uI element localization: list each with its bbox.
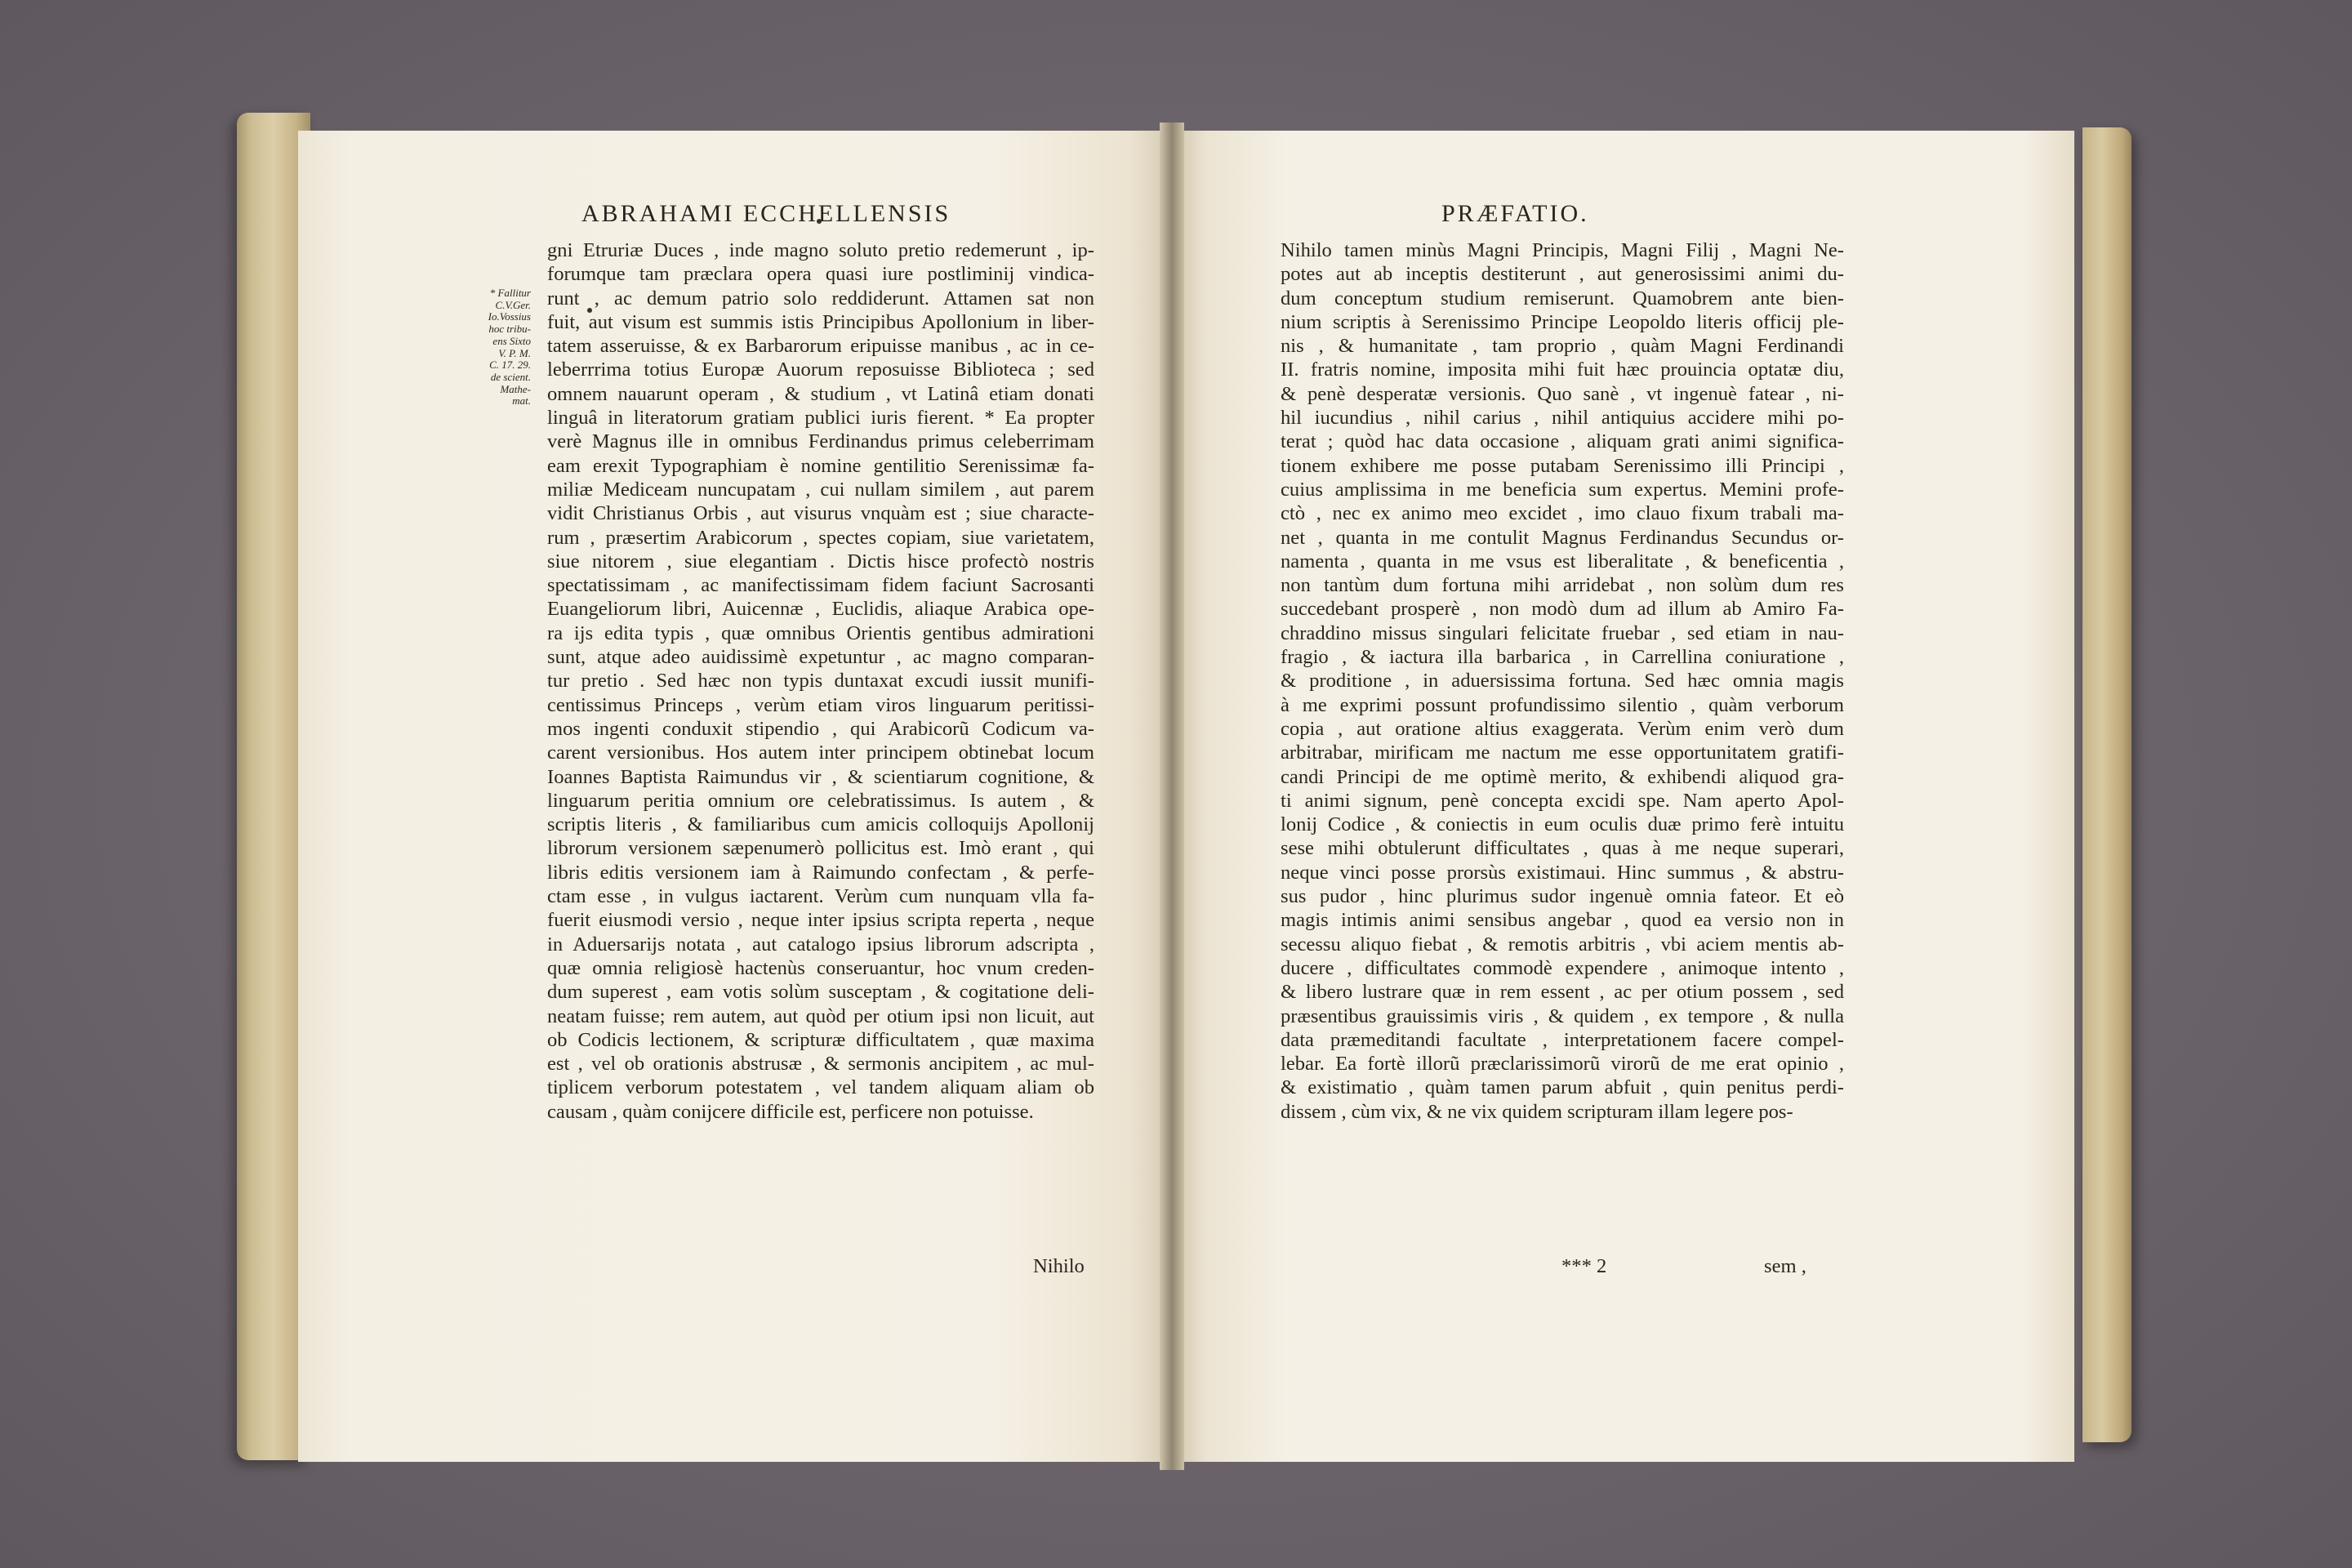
text-line: scriptis literis , & familiaribus cum amicis colloquijs Apollonij xyxy=(547,813,1094,836)
text-line: & libero lustrare quæ in rem essent , ac per otium possem , sed xyxy=(1281,981,1844,1004)
text-line: miliæ Mediceam nuncupatam , cui nullam similem , aut parem xyxy=(547,478,1094,501)
text-line: Ioannes Baptista Raimundus vir , & scientiarum cognitione, & xyxy=(547,765,1094,788)
text-line: terat ; quòd hac data occasione , aliquam grati animi significa- xyxy=(1281,430,1844,453)
text-line: est , vel ob orationis abstrusæ , & sermonis ancipitem , ac mul- xyxy=(547,1053,1094,1076)
marginal-note xyxy=(472,287,531,408)
text-line: sese mihi obtulerunt difficultates , quas à me neque superari, xyxy=(1281,837,1844,860)
book-gutter xyxy=(1160,122,1184,1470)
text-line: tiplicem verborum potestatem , vel tandem aliquam aliam ob xyxy=(547,1076,1094,1099)
text-line: librorum versionem sæpenumerò pollicitus est. Imò erant , qui xyxy=(547,837,1094,860)
text-line: succedebant prosperè , non modò dum ad illum ab Amiro Fa- xyxy=(1281,598,1844,621)
text-line: fragio , & iactura illa barbarica , in Carrellina coniuratione , xyxy=(1281,646,1844,669)
text-line: copia , aut oratione altius exaggerata. Verùm enim verò dum xyxy=(1281,717,1844,740)
text-line: nium scriptis à Serenissimo Principe Leopoldo literis officij ple- xyxy=(1281,310,1844,333)
text-line: carent versionibus. Hos autem inter principem obtinebat locum xyxy=(547,742,1094,764)
text-line: ducere , difficultates commodè expendere , animoque intento , xyxy=(1281,956,1844,979)
text-line: nis , & humanitate , tam proprio , quàm Magni Ferdinandi xyxy=(1281,335,1844,358)
text-line: namenta , quanta in me vsus est liberalitate , & beneficentia , xyxy=(1281,550,1844,572)
text-line: ra ijs edita typis , quæ omnibus Orientis gentibus admirationi xyxy=(547,621,1094,644)
text-line: centissimus Princeps , verùm etiam viros linguarum peritissi- xyxy=(547,693,1094,716)
marginal-note-line: Mathe- xyxy=(500,382,531,395)
text-line: data præmeditandi facultate , interpretationem facere compel- xyxy=(1281,1028,1844,1051)
left-catchword: Nihilo xyxy=(1033,1255,1085,1277)
marginal-note-line: mat. xyxy=(512,394,531,408)
marginal-note-line: de scient. xyxy=(490,370,531,383)
text-line: tionem exhibere me posse putabam Serenissimo illi Principi , xyxy=(1281,454,1844,477)
marginal-note-line: C. 17. 29. xyxy=(489,359,531,372)
text-line: ctam esse , in vulgus iactarent. Verùm cum nunquam vlla fa- xyxy=(547,885,1094,908)
text-line: non tantùm dum fortuna mihi arridebat , non solùm dum res xyxy=(1281,574,1844,597)
text-line: & existimatio , quàm tamen parum abfuit , quin penitus perdi- xyxy=(1281,1076,1844,1099)
text-line: mos ingenti conduxit stipendio , qui Arabicorũ Codicum va- xyxy=(547,717,1094,740)
text-line: tur pretio . Sed hæc non typis duntaxat excudi iussit munifi- xyxy=(547,670,1094,693)
right-page-block-edge xyxy=(2082,127,2132,1442)
text-line: ctò , nec ex animo meo excidet , imo clauo fixum trabali ma- xyxy=(1281,502,1844,525)
left-body-text xyxy=(547,238,1094,1124)
text-line: sunt, atque adeo auidissimè expetuntur , ac magno comparan- xyxy=(547,646,1094,669)
text-line: dissem , cùm vix, & ne vix quidem scripturam illam legere pos- xyxy=(1281,1100,1793,1123)
text-line: linguâ in literatorum gratiam publici iuris fierent. * Ea propter xyxy=(547,407,1094,430)
text-line: spectatissimam , ac manifectissimam fidem faciunt Sacrosanti xyxy=(547,574,1094,597)
text-line: gni Etruriæ Duces , inde magno soluto pretio redemerunt , ip- xyxy=(547,239,1094,261)
text-line: vidit Christianus Orbis , aut visurus vnquàm est ; siue characte- xyxy=(547,502,1094,525)
text-line: Euangeliorum libri, Auicennæ , Euclidis, aliaque Arabica ope- xyxy=(547,598,1094,621)
text-line: tatem asseruisse, & ex Barbarorum eripuisse manibus , ac in ce- xyxy=(547,335,1094,358)
text-line: ob Codicis lectionem, & scripturæ difficultatem , quæ maxima xyxy=(547,1028,1094,1051)
marginal-note-line: ens Sixto xyxy=(492,334,531,347)
text-line: lebar. Ea fortè illorũ præclarissimorũ virorũ de me erat opinio , xyxy=(1281,1053,1844,1076)
text-line: II. fratris nomine, imposita mihi fuit hæc prouincia optatæ diu, xyxy=(1281,359,1844,381)
text-line: & penè desperatæ versionis. Quo sanè , vt ingenuè fatear , ni- xyxy=(1281,382,1844,405)
text-line: à me exprimi possunt profundissimo silentio , quàm verborum xyxy=(1281,693,1844,716)
text-line: net , quanta in me contulit Magnus Ferdinandus Secundus or- xyxy=(1281,526,1844,549)
marginal-note-line: C.V.Ger. xyxy=(495,298,531,311)
signature-mark: *** 2 xyxy=(1561,1255,1607,1277)
text-line: neque vinci posse prorsùs existimaui. Hinc summus , & abstru- xyxy=(1281,861,1844,884)
text-line: runt , ac demum patrio solo reddiderunt. Attamen sat non xyxy=(547,287,1094,310)
text-line: forumque tam præclara opera quasi iure postliminij vindica- xyxy=(547,263,1094,286)
text-line: potes aut ab inceptis destiterunt , aut generosissimi animi du- xyxy=(1281,263,1844,286)
text-line: neatam fuisse; rem autem, aut quòd per otium ipsi non licuit, aut xyxy=(547,1004,1094,1027)
text-line: eam erexit Typographiam è nomine gentilitio Serenissimæ fa- xyxy=(547,454,1094,477)
marginal-note-line: * Fallitur xyxy=(489,287,531,299)
right-body-text xyxy=(1281,238,1844,1124)
marginal-note-line: V. P. M. xyxy=(498,346,531,359)
text-line: fuit, aut visum est summis istis Principibus Apollonium in liber- xyxy=(547,310,1094,333)
text-line: secessu aliquo fiebat , & remotis arbitris , vbi aciem mentis ab- xyxy=(1281,933,1844,956)
text-line: quæ omnia religiosè hactenùs conseruantur, hoc vnum creden- xyxy=(547,956,1094,979)
text-line: lonij Codice , & coniectis in eum oculis duæ primo ferè intuitu xyxy=(1281,813,1844,836)
text-line: dum superest , eam votis solùm susceptam , & cogitatione deli- xyxy=(547,981,1094,1004)
left-running-head: ABRAHAMI ECCHELLENSIS xyxy=(581,200,951,227)
text-line: siue nitorem , siue elegantiam . Dictis hisce profectò nostris xyxy=(547,550,1094,572)
text-line: & proditione , in aduersissima fortuna. Sed hæc omnia magis xyxy=(1281,670,1844,693)
text-line: dum conceptum studium remiserunt. Quamobrem ante bien- xyxy=(1281,287,1844,310)
right-running-head: PRÆFATIO. xyxy=(1441,200,1589,227)
text-line: Nihilo tamen minùs Magni Principis, Magni Filij , Magni Ne- xyxy=(1281,239,1844,261)
text-line: in Aduersarijs notata , aut catalogo ipsius librorum adscripta , xyxy=(547,933,1094,956)
text-line: verè Magnus ille in omnibus Ferdinandus primus celeberrimam xyxy=(547,430,1094,453)
text-line: candi Principi de me optimè merito, & exhibendi aliquod gra- xyxy=(1281,765,1844,788)
text-line: magis intimis animi sensibus angebar , quod ea versio non in xyxy=(1281,909,1844,932)
text-line: sus pudor , hinc plurimus sudor ingenuè omnia fateor. Et eò xyxy=(1281,885,1844,908)
text-line: libris editis versionem iam à Raimundo confectam , & perfe- xyxy=(547,861,1094,884)
text-line: omnem nauarunt operam , & studium , vt Latinâ etiam donati xyxy=(547,382,1094,405)
marginal-note-line: Io.Vossius xyxy=(488,310,531,323)
right-catchword: sem , xyxy=(1764,1255,1806,1277)
marginal-note-line: hoc tribu- xyxy=(488,323,531,336)
text-line: fuerit eiusmodi versio , neque inter ipsius scripta reperta , neque xyxy=(547,909,1094,932)
text-line: arbitrabar, mirificam me nactum me esse opportunitatem gratifi- xyxy=(1281,742,1844,764)
text-line: linguarum peritia omnium ore celebratissimus. Is autem , & xyxy=(547,789,1094,812)
text-line: ti animi signum, penè concepta excidi spe. Nam aperto Apol- xyxy=(1281,789,1844,812)
text-line: hil iucundius , nihil carius , nihil antiquius accidere mihi po- xyxy=(1281,407,1844,430)
text-line: rum , præsertim Arabicorum , spectes copiam, siue varietatem, xyxy=(547,526,1094,549)
text-line: leberrrima totius Europæ Auorum reposuisse Biblioteca ; sed xyxy=(547,359,1094,381)
text-line: cuius amplissima in me beneficia sum expertus. Memini profe- xyxy=(1281,478,1844,501)
text-line: chraddino missus singulari felicitate fruebar , sed etiam in nau- xyxy=(1281,621,1844,644)
text-line: causam , quàm conijcere difficile est, perficere non potuisse. xyxy=(547,1100,1034,1123)
text-line: præsentibus grauissimis viris , & quidem , ex tempore , & nulla xyxy=(1281,1004,1844,1027)
